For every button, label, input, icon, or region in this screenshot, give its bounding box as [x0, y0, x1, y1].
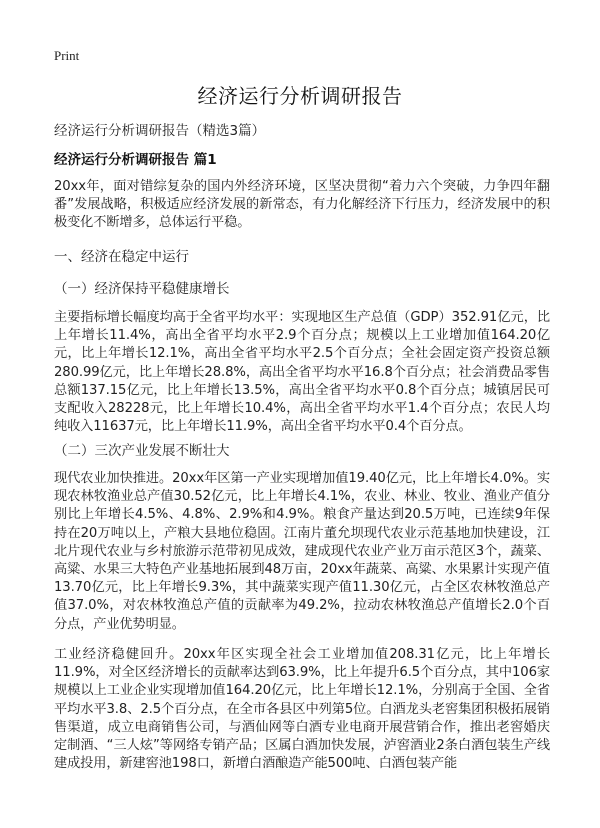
agriculture-paragraph: 现代农业加快推进。20xx年区第一产业实现增加值19.40亿元，比上年增长4.0%。实现农林牧渔业总产值30.52亿元，比上年增长4.1%，农业、林业、牧业、渔业产值分别比上年增长4.5%、4.8%、2.9%和4.9%。粮食产量达到20.5万吨，已连续9年保持在20万吨以上，产粮大县地位稳固。江南片董允坝现代农业示范基地加快建设，江北片现代农业与乡村旅游示范带初见成效，建成现代农业产业万亩示范区3个，蔬菜、高粱、水果三大特色产业基地拓展到48万亩，20xx年蔬菜、高粱、水果累计实现产值13.70亿元，比上年增长9.3%，其中蔬菜实现产值11.30亿元，占全区农林牧渔总产值37.0%，对农林牧渔总产值的贡献率为49.2%，拉动农林牧渔总产值增长2.0个百分点，产业优势明显。: [54, 471, 550, 632]
section-title: 经济运行分析调研报告 篇1: [54, 152, 217, 168]
heading-economy-stable: 一、经济在稳定中运行: [54, 249, 189, 265]
main-indicators-paragraph: 主要指标增长幅度均高于全省平均水平：实现地区生产总值（GDP）352.91亿元，比上年增长11.4%，高出全省平均水平2.9个百分点；规模以上工业增加值164.20亿元，比上年增长12.1%，高出全省平均水平2.5个百分点；全社会固定资产投资总额280.99亿元，比上年增长28.8%，高出全省平均水平16.8个百分点；社会消费品零售总额137.15亿元，比上年增长13.5%，高出全省平均水平0.8个百分点；城镇居民可支配收入28228元，比上年增长10.4%，高出全省平均水平1.4个百分点；农民人均纯收入11637元，比上年增长11.9%，高出全省平均水平0.4个百分点。: [54, 310, 550, 435]
document-title: 经济运行分析调研报告: [197, 84, 403, 108]
intro-paragraph: 20xx年，面对错综复杂的国内外经济环境，区坚决贯彻“着力六个突破，力争四年翻番”发展战略，积极适应经济发展的新常态，有力化解经济下行压力，经济发展中的积极变化不断增多，总体运行平稳。: [54, 179, 550, 231]
industry-paragraph: 工业经济稳健回升。20xx年区实现全社会工业增加值208.31亿元，比上年增长11.9%，对全区经济增长的贡献率达到63.9%，比上年提升6.5个百分点，其中106家规模以上工业企业实现增加值164.20亿元，比上年增长12.1%，分别高于全国、全省平均水平3.8、2.5个百分点，在全市各县区中列第5位。白酒龙头老窖集团积极拓展销售渠道，成立电商销售公司，与酒仙网等白酒专业电商开展营销合作，推出老窖婚庆定制酒、“三人炫”等网络专销产品；区属白酒加快发展，泸窖酒业2条白酒包装生产线建成投用，新建窖池198口，新增白酒酿造产能500吨、白酒包装产能: [54, 647, 550, 772]
subheading-three-industries: （二）三次产业发展不断壮大: [54, 443, 230, 459]
print-label: Print: [54, 48, 80, 63]
document-subtitle: 经济运行分析调研报告（精选3篇）: [54, 123, 266, 139]
subheading-steady-growth: （一）经济保持平稳健康增长: [54, 281, 230, 297]
